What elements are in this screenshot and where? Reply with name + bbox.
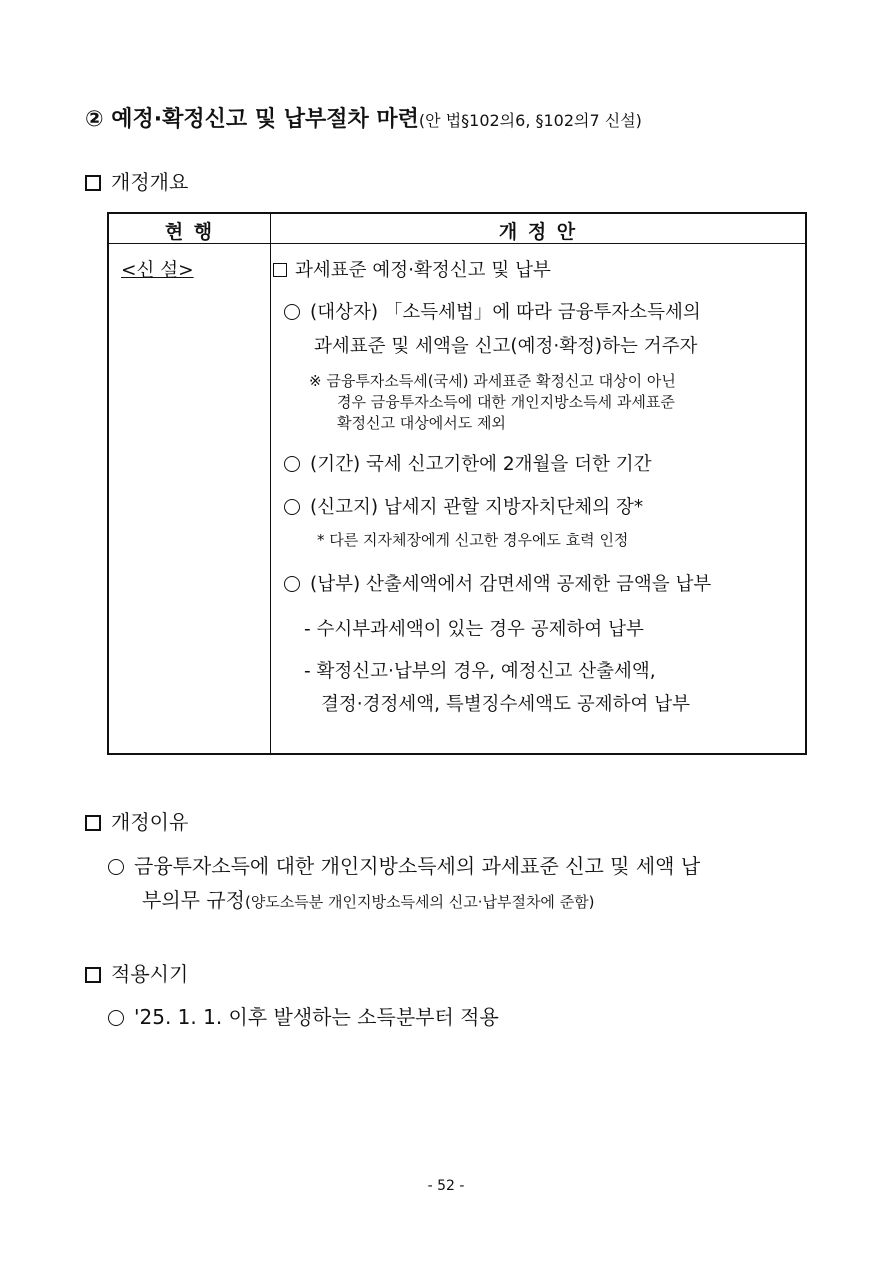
proposed-item-target: (대상자) 「소득세법」에 따라 금융투자소득세의 <box>284 298 701 324</box>
checkbox-square-icon <box>85 175 101 191</box>
proposed-note-1: ※ 금융투자소득세(국세) 과세표준 확정신고 대상이 아닌 <box>309 372 676 390</box>
proposed-note-3: 확정신고 대상에서도 제외 <box>337 414 506 432</box>
circle-bullet-icon <box>108 859 124 875</box>
proposed-item-payment: (납부) 산출세액에서 감면세액 공제한 금액을 납부 <box>284 570 711 596</box>
reason-heading <box>85 806 188 835</box>
section-title <box>85 102 642 133</box>
table-column-divider <box>270 214 271 753</box>
proposed-note-2: 경우 금융투자소득에 대한 개인지방소득세 과세표준 <box>337 393 675 411</box>
current-cell: <신 설> <box>121 260 194 281</box>
proposed-item-period: (기간) 국세 신고기한에 2개월을 더한 기간 <box>284 450 652 476</box>
circle-bullet-icon <box>284 576 300 592</box>
reason-label: 개정이유 <box>111 810 189 834</box>
comparison-table <box>107 212 807 755</box>
checkbox-square-icon <box>85 815 101 831</box>
header-proposed: 개 정 안 <box>498 221 578 243</box>
proposed-note-office: * 다른 지자체장에게 신고한 경우에도 효력 인정 <box>317 531 629 549</box>
page-number: - 52 - <box>427 1178 465 1194</box>
header-current: 현 행 <box>164 221 215 243</box>
reason-line-1: 금융투자소득에 대한 개인지방소득세의 과세표준 신고 및 세액 납 <box>108 850 700 879</box>
section-title-main: ② 예정·확정신고 및 납부절차 마련 <box>85 107 419 132</box>
timing-line-1: '25. 1. 1. 이후 발생하는 소득분부터 적용 <box>108 1001 499 1030</box>
checkbox-square-icon <box>273 263 287 277</box>
proposed-dash-2: - 확정신고·납부의 경우, 예정신고 산출세액, <box>304 661 656 682</box>
checkbox-square-icon <box>85 967 101 983</box>
circle-bullet-icon <box>108 1010 124 1026</box>
timing-heading <box>85 958 188 987</box>
timing-label: 적용시기 <box>111 962 189 986</box>
reason-line-2: 부의무 규정(양도소득분 개인지방소득세의 신고·납부절차에 준함) <box>142 888 595 912</box>
overview-label: 개정개요 <box>111 170 189 194</box>
circle-bullet-icon <box>284 304 300 320</box>
proposed-item-office: (신고지) 납세지 관할 지방자치단체의 장* <box>284 493 643 519</box>
proposed-heading: 과세표준 예정·확정신고 및 납부 <box>273 256 551 282</box>
circle-bullet-icon <box>284 456 300 472</box>
proposed-dash-2-cont: 결정·경정세액, 특별징수세액도 공제하여 납부 <box>321 694 690 715</box>
section-title-sub: (안 법§102의6, §102의7 신설) <box>418 111 642 130</box>
circle-bullet-icon <box>284 499 300 515</box>
overview-heading <box>85 166 188 195</box>
proposed-dash-1: - 수시부과세액이 있는 경우 공제하여 납부 <box>304 619 644 640</box>
proposed-item-target-cont: 과세표준 및 세액을 신고(예정·확정)하는 거주자 <box>314 336 698 357</box>
